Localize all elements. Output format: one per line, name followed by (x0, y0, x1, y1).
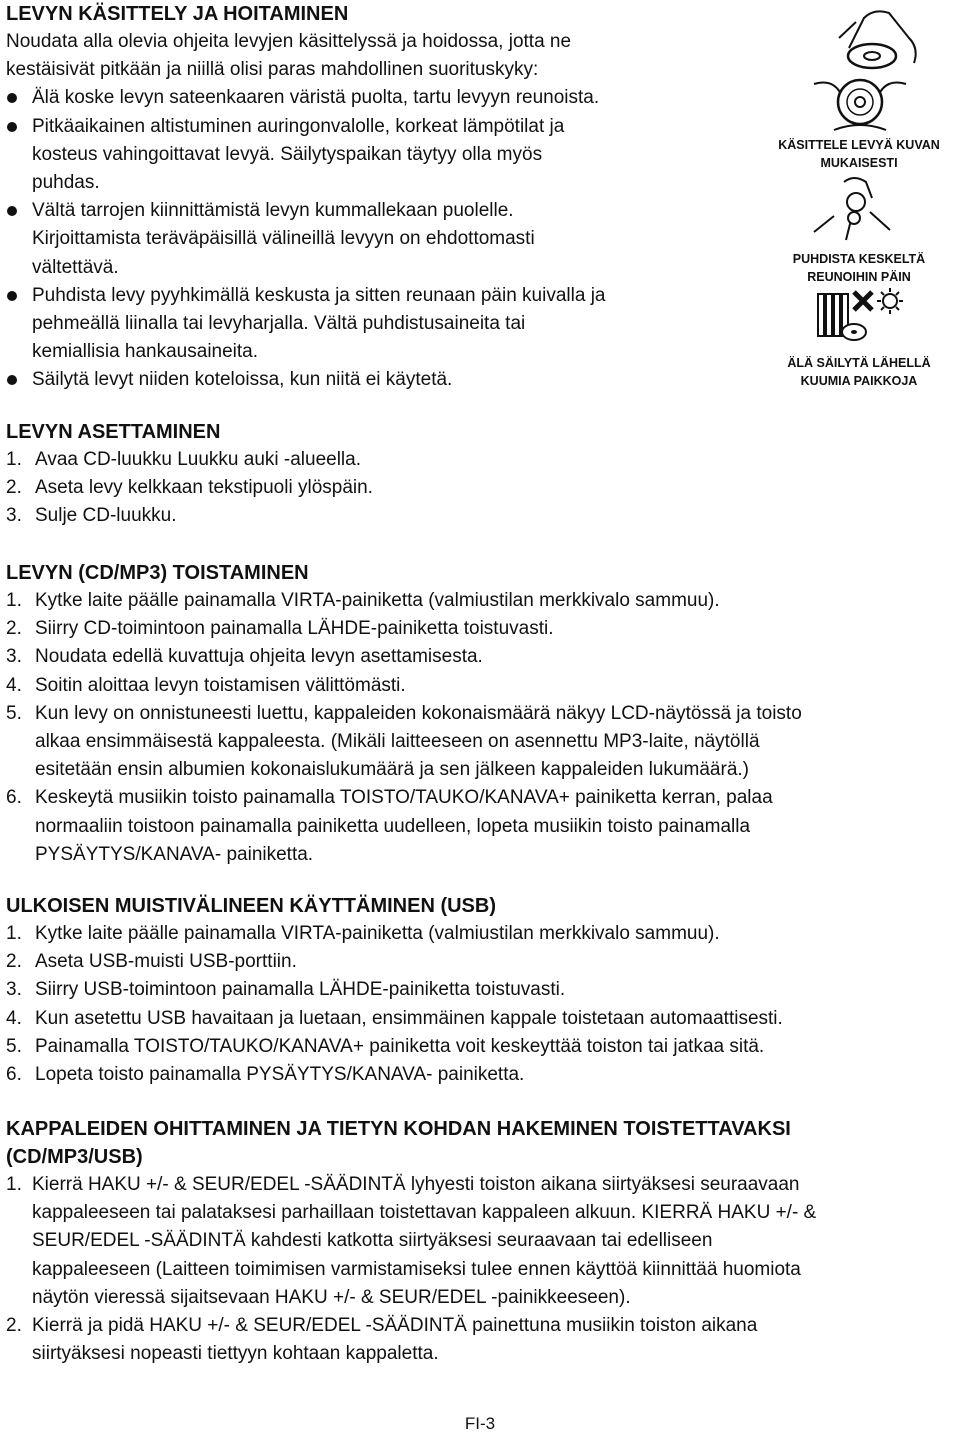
list-item (6, 672, 954, 700)
bullet-item (6, 366, 746, 394)
intro-line: kestäisivät pitkään ja niillä olisi paras mahdollinen suorituskyky: (6, 59, 539, 81)
page-number: FI-3 (464, 1414, 496, 1433)
item-line: Avaa CD-luukku Luukku auki -alueella. (35, 449, 361, 470)
item-number: 1. (6, 1174, 22, 1195)
item-line: esitetään ensin albumien kokonaislukumäärä ja sen jälkeen kappaleiden lukumäärä.) (35, 759, 749, 781)
caption-line: REUNOIHIN PÄIN (807, 270, 911, 284)
numbered-list (6, 587, 954, 869)
list-item (6, 643, 954, 671)
list-item (6, 1171, 954, 1312)
item-line: SEUR/EDEL -SÄÄDINTÄ kahdesti katkotta siirtyäksesi seuraavaan tai edelliseen (32, 1230, 713, 1252)
caption-line: PUHDISTA KESKELTÄ (792, 252, 926, 266)
disc-between-fingers-icon (794, 76, 924, 136)
item-line: Kytke laite päälle painamalla VIRTA-painiketta (valmiustilan merkkivalo sammuu). (35, 923, 720, 944)
item-number: 4. (6, 1007, 22, 1029)
numbered-list (6, 1171, 954, 1368)
bullet-line: Pitkäaikainen altistuminen auringonvalolle, korkeat lämpötilat ja (32, 115, 565, 137)
caption-line: KÄSITTELE LEVYÄ KUVAN (778, 138, 940, 152)
bullet-line: vältettävä. (32, 256, 119, 278)
item-line: Lopeta toisto painamalla PYSÄYTYS/KANAVA- painiketta. (35, 1064, 525, 1086)
list-item (6, 446, 954, 474)
caption-clean-disc (764, 250, 954, 286)
bullet-item (6, 282, 746, 367)
list-item (6, 474, 954, 502)
caption-line: ÄLÄ SÄILYTÄ LÄHELLÄ (787, 356, 931, 370)
list-item (6, 1005, 954, 1033)
list-item (6, 1033, 954, 1061)
item-line: Sulje CD-luukku. (35, 505, 177, 527)
item-line: Aseta levy kelkkaan tekstipuoli ylöspäin. (35, 477, 373, 499)
caption-line: MUKAISESTI (820, 156, 898, 170)
bullet-line: Kirjoittamista teräväpäisillä välineillä levyyn on ehdottomasti (32, 228, 535, 250)
bullet-list (6, 84, 746, 394)
item-line: näytön vieressä sijaitsevaan HAKU +/- & SEUR/EDEL -painikkeeseen). (32, 1286, 631, 1308)
list-item (6, 700, 954, 785)
heading-play-disc: LEVYN (CD/MP3) TOISTAMINEN (6, 562, 309, 584)
item-number: 5. (6, 1035, 22, 1057)
item-number: 3. (6, 505, 22, 527)
bullet-item (6, 113, 746, 198)
item-line: kappaleeseen (Laitteen toimimisen varmistamiseksi tulee ennen käyttöä kiinnittää huomiota (32, 1258, 801, 1280)
heading-line: KAPPALEIDEN OHITTAMINEN JA TIETYN KOHDAN HAKEMINEN TOISTETTAVAKSI (6, 1118, 791, 1140)
item-number: 2. (6, 1315, 22, 1337)
item-number: 6. (6, 1064, 22, 1086)
bullet-line: puhdas. (32, 172, 100, 194)
list-item (6, 1061, 954, 1089)
heading-insert-disc: LEVYN ASETTAMINEN (6, 421, 221, 443)
numbered-list (6, 920, 954, 1089)
item-number: 6. (6, 787, 22, 809)
caption-no-heat (764, 354, 954, 390)
numbered-list (6, 446, 954, 531)
bullet-item (6, 197, 746, 282)
item-number: 4. (6, 674, 22, 696)
heading-usb: ULKOISEN MUISTIVÄLINEEN KÄYTTÄMINEN (USB) (6, 895, 496, 917)
item-number: 2. (6, 477, 22, 499)
item-line: Soitin aloittaa levyn toistamisen välittömästi. (35, 674, 406, 696)
item-number: 5. (6, 702, 22, 724)
section-disc-handling (6, 0, 746, 395)
item-number: 1. (6, 449, 22, 470)
item-line: Aseta USB-muisti USB-porttiin. (35, 951, 297, 973)
item-number: 1. (6, 923, 22, 944)
list-item (6, 920, 954, 948)
list-item (6, 976, 954, 1004)
item-line: Kierrä HAKU +/- & SEUR/EDEL -SÄÄDINTÄ lyhyesti toiston aikana siirtyäksesi seuraavaan (32, 1174, 800, 1195)
bullet-line: pehmeällä liinalla tai levyharjalla. Vältä puhdistusaineita tai (32, 313, 526, 335)
bullet-item (6, 84, 746, 112)
bullet-line: Puhdista levy pyyhkimällä keskusta ja sitten reunaan päin kuivalla ja (32, 284, 606, 306)
item-line: Kun asetettu USB havaitaan ja luetaan, ensimmäinen kappale toistetaan automaattisesti. (35, 1007, 783, 1029)
bullet-line: kemiallisia hankausaineita. (32, 341, 259, 363)
item-number: 1. (6, 590, 22, 611)
heading-disc-handling: LEVYN KÄSITTELY JA HOITAMINEN (6, 3, 349, 25)
heading-line: (CD/MP3/USB) (6, 1146, 143, 1168)
list-item (6, 502, 954, 530)
list-item (6, 948, 954, 976)
list-item (6, 615, 954, 643)
bullet-line: Vältä tarrojen kiinnittämistä levyn kummallekaan puolelle. (32, 200, 514, 222)
list-item (6, 587, 954, 615)
disc-care-illustrations (764, 8, 954, 390)
section-usb (6, 892, 954, 1089)
item-line: Siirry USB-toimintoon painamalla LÄHDE-painiketta toistuvasti. (35, 979, 566, 1001)
bullet-line: kosteus vahingoittavat levyä. Säilytyspaikan täytyy olla myös (32, 143, 543, 165)
no-heat-icon (794, 286, 924, 350)
section-play-disc (6, 559, 954, 869)
item-line: Painamalla TOISTO/TAUKO/KANAVA+ painiketta voit keskeyttää toiston tai jatkaa sitä. (35, 1035, 765, 1057)
caption-line: KUUMIA PAIKKOJA (800, 374, 918, 388)
item-line: normaaliin toistoon painamalla painiketta uudelleen, lopeta musiikin toisto painamalla (35, 815, 751, 837)
item-number: 3. (6, 979, 22, 1001)
bullet-line: Älä koske levyn sateenkaaren väristä puolta, tartu levyyn reunoista. (32, 87, 600, 109)
item-line: Noudata edellä kuvattuja ohjeita levyn asettamisesta. (35, 646, 483, 668)
item-line: alkaa ensimmäisestä kappaleesta. (Mikäli laitteeseen on asennettu MP3-laite, näytöllä (35, 731, 760, 753)
bullet-line: Säilytä levyt niiden koteloissa, kun niitä ei käytetä. (32, 369, 453, 391)
item-line: Siirry CD-toimintoon painamalla LÄHDE-painiketta toistuvasti. (35, 618, 554, 640)
item-line: Keskeytä musiikin toisto painamalla TOISTO/TAUKO/KANAVA+ painiketta kerran, palaa (35, 787, 773, 809)
list-item (6, 1312, 954, 1368)
item-number: 2. (6, 951, 22, 973)
wipe-disc-icon (794, 172, 924, 248)
section-skip-search (6, 1115, 954, 1368)
heading-skip-search (6, 1115, 954, 1171)
item-line: PYSÄYTYS/KANAVA- painiketta. (35, 843, 314, 865)
item-line: siirtyäksesi nopeasti tiettyyn kohtaan kappaletta. (32, 1343, 439, 1365)
list-item (6, 784, 954, 869)
caption-handle-disc (764, 136, 954, 172)
item-line: Kun levy on onnistuneesti luettu, kappaleiden kokonaismäärä näkyy LCD-näytössä ja toisto (35, 702, 802, 724)
item-line: kappaleeseen tai palataksesi parhaillaan toistettavan kappaleen alkuun. KIERRÄ HAKU +/- & (32, 1202, 817, 1224)
section-insert-disc (6, 418, 954, 531)
item-line: Kytke laite päälle painamalla VIRTA-painiketta (valmiustilan merkkivalo sammuu). (35, 590, 720, 611)
item-number: 3. (6, 646, 22, 668)
item-line: Kierrä ja pidä HAKU +/- & SEUR/EDEL -SÄÄDINTÄ painettuna musiikin toiston aikana (32, 1315, 758, 1337)
hand-holding-disc-icon (794, 8, 924, 76)
item-number: 2. (6, 618, 22, 640)
intro-line: Noudata alla olevia ohjeita levyjen käsittelyssä ja hoidossa, jotta ne (6, 31, 572, 52)
